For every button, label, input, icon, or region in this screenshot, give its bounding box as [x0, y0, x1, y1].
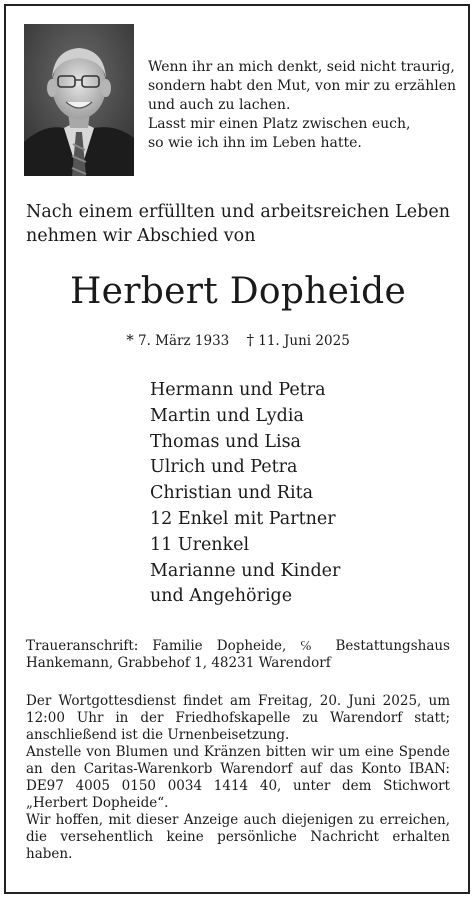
service-notice: Der Wortgottesdienst findet am Freitag, 20. Juni 2025, um 12:00 Uhr in der Friedhofskapelle zu Warendorf statt; anschließend ist die Urnenbeisetzung.: [26, 693, 450, 743]
family-member: und Angehörige: [150, 586, 293, 607]
condolence-address: Traueranschrift: Familie Dopheide, ℅ Bestattungshaus Hankemann, Grabbehof 1, 48231 Warendorf: [26, 638, 450, 671]
death-date: 11. Juni 2025: [258, 333, 350, 349]
family-member: Martin und Lydia: [150, 405, 304, 426]
poem-line: Wenn ihr an mich denkt, seid nicht traurig,: [148, 59, 455, 75]
portrait-image: [24, 24, 134, 176]
family-member: Hermann und Petra: [150, 380, 326, 400]
notices: [26, 693, 450, 863]
donation-notice: Anstelle von Blumen und Kränzen bitten wir um eine Spende an den Caritas-Warenkorb Warendorf auf das Konto IBAN: DE97 4005 0150 0034 1414 40, unter dem Stichwort „Herbert Dopheide“.: [26, 744, 450, 811]
death-symbol: †: [246, 331, 254, 349]
family-member: 12 Enkel mit Partner: [150, 508, 336, 529]
closing-notice: Wir hoffen, mit dieser Anzeige auch diejenigen zu erreichen, die versehentlich keine persönliche Nachricht erhalten haben.: [26, 812, 450, 862]
family-member: Christian und Rita: [150, 483, 314, 504]
poem-line: und auch zu lachen.: [148, 97, 291, 113]
family-member: 11 Urenkel: [150, 534, 250, 555]
family-member: Ulrich und Petra: [150, 457, 298, 478]
poem-line: Lasst mir einen Platz zwischen euch,: [148, 116, 411, 132]
intro-text: Nach einem erfüllten und arbeitsreichen Leben nehmen wir Abschied von: [26, 202, 450, 246]
deceased-name: Herbert Dopheide: [69, 271, 407, 312]
poem: [148, 58, 458, 153]
family-member: Marianne und Kinder: [150, 560, 341, 581]
poem-line: sondern habt den Mut, von mir zu erzählen: [148, 78, 457, 94]
family-list: [150, 378, 450, 610]
family-member: Thomas und Lisa: [150, 431, 301, 452]
poem-line: so wie ich ihn im Leben hatte.: [148, 135, 362, 151]
birth-symbol: *: [126, 331, 134, 349]
life-dates: [0, 330, 476, 351]
portrait-photo: [24, 24, 134, 176]
birth-date: 7. März 1933: [138, 333, 230, 349]
